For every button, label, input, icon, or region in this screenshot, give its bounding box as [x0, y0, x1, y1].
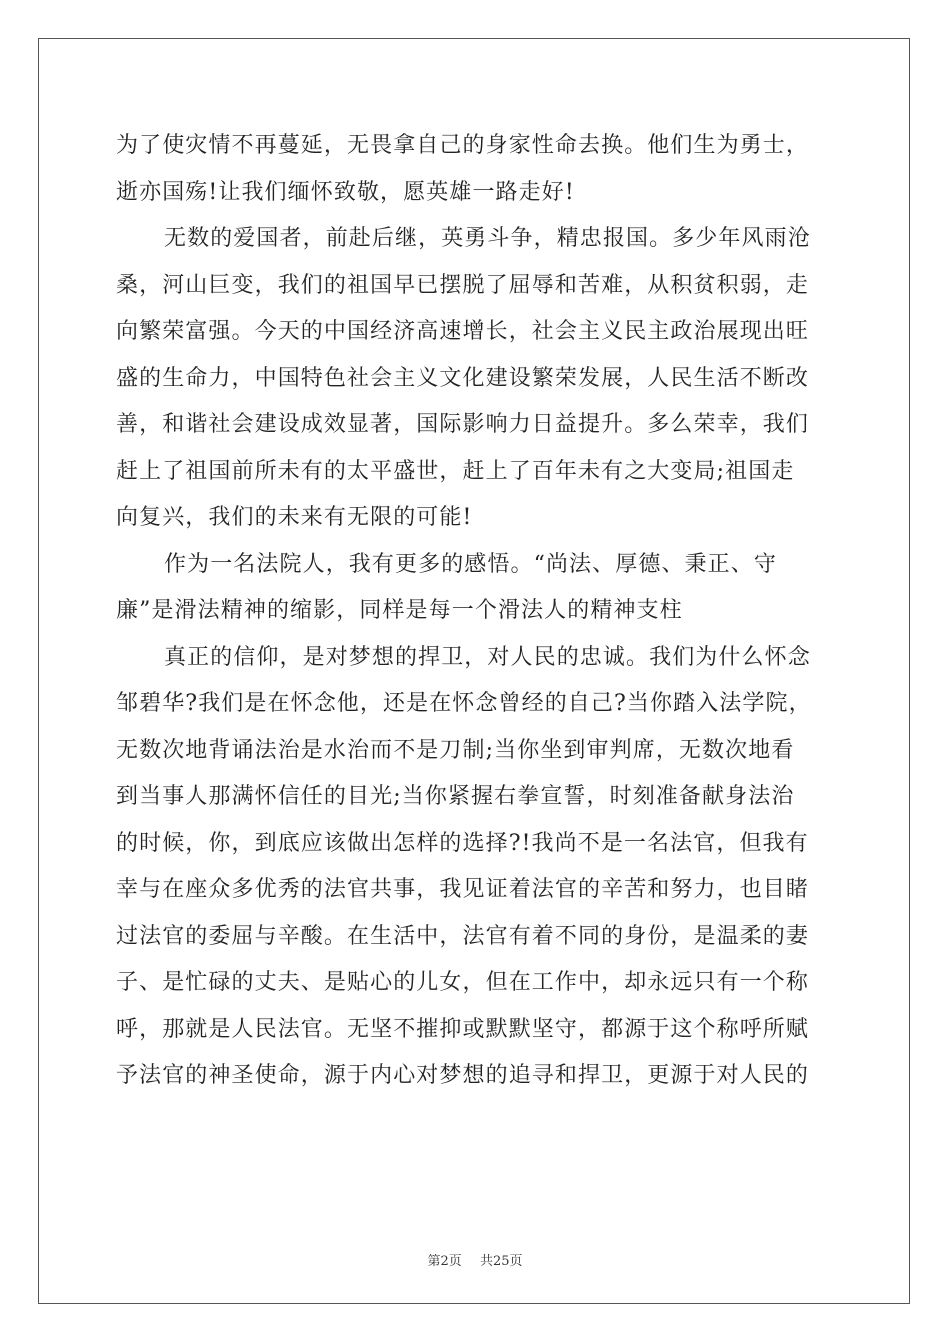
text-line: 过法官的委屈与辛酸。在生活中，法官有着不同的身份，是温柔的妻 — [116, 923, 810, 949]
text-line: 到当事人那满怀信任的目光;当你紧握右拳宣誓，时刻准备献身法治 — [116, 784, 795, 809]
text-line: 真正的信仰，是对梦想的捍卫，对人民的忠诚。我们为什么怀念 — [164, 644, 811, 670]
text-line: 呼，那就是人民法官。无坚不摧抑或默默坚守，都源于这个称呼所赋 — [116, 1016, 810, 1042]
text-line: 逝亦国殇!让我们缅怀致敬，愿英雄一路走好! — [116, 179, 575, 205]
page-number: 第2页 — [427, 1254, 462, 1269]
text-line: 为了使灾情不再蔓延，无畏拿自己的身家性命去换。他们生为勇士， — [116, 133, 810, 158]
text-line: 向繁荣富强。今天的中国经济高速增长，社会主义民主政治展现出旺 — [116, 319, 810, 344]
text-line: 幸与在座众多优秀的法官共事，我见证着法官的辛苦和努力，也目睹 — [116, 877, 810, 902]
page-total: 共25页 — [479, 1254, 523, 1269]
text-line: 予法官的神圣使命，源于内心对梦想的追寻和捍卫，更源于对人民的 — [116, 1063, 810, 1088]
page-footer — [0, 1250, 950, 1269]
text-line: 作为一名法院人，我有更多的感悟。“尚法、厚德、秉正、守 — [164, 551, 777, 577]
text-line: 子、是忙碌的丈夫、是贴心的儿女，但在工作中，却永远只有一个称 — [116, 970, 810, 995]
text-line: 善，和谐社会建设成效显著，国际影响力日益提升。多么荣幸，我们 — [116, 412, 810, 437]
text-line: 赶上了祖国前所未有的太平盛世，赶上了百年未有之大变局;祖国走 — [116, 458, 795, 484]
text-line: 无数的爱国者，前赴后继，英勇斗争，精忠报国。多少年风雨沧 — [164, 226, 811, 251]
text-line: 无数次地背诵法治是水治而不是刀制;当你坐到审判席，无数次地看 — [116, 737, 795, 763]
text-line: 邹碧华?我们是在怀念他，还是在怀念曾经的自己?当你踏入法学院， — [116, 691, 812, 716]
text-line: 的时候，你，到底应该做出怎样的选择?!我尚不是一名法官，但我有 — [116, 830, 809, 856]
text-line: 向复兴，我们的未来有无限的可能! — [116, 505, 473, 530]
text-line: 廉”是滑法精神的缩影，同样是每一个滑法人的精神支柱 — [116, 598, 683, 623]
document-body — [116, 123, 840, 1100]
text-line: 桑，河山巨变，我们的祖国早已摆脱了屈辱和苦难，从积贫积弱，走 — [116, 272, 810, 298]
text-line: 盛的生命力，中国特色社会主义文化建设繁荣发展，人民生活不断改 — [116, 365, 810, 391]
